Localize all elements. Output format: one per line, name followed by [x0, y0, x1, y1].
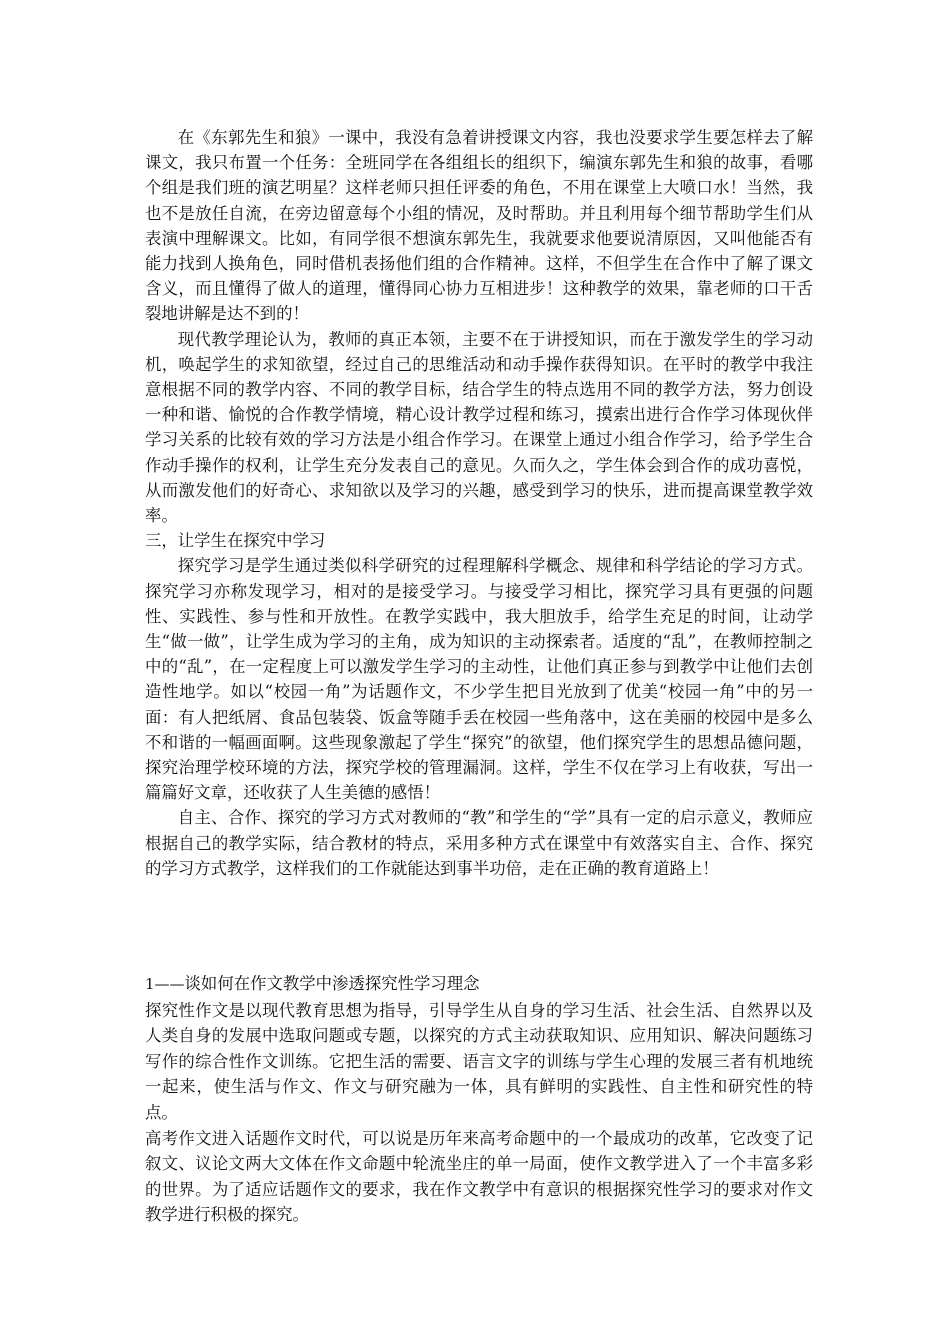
article-title [145, 971, 813, 998]
paragraph-conclusion: 自主、合作、探究的学习方式对教师的“教”和学生的“学”具有一定的启示意义，教师应根据自己的教学实际，结合教材的特点，采用多种方式在课堂中有效落实自主、合作、探究的学习方式教学，这样我们的工作就能达到事半功倍，走在正确的教育道路上！ [145, 808, 813, 878]
section-heading-inquiry: 三，让学生在探究中学习 [145, 531, 326, 551]
paragraph-inquiry-learning: 探究学习是学生通过类似科学研究的过程理解科学概念、规律和科学结论的学习方式。探究学习亦称发现学习，相对的是接受学习。与接受学习相比，探究学习具有更强的问题性、实践性、参与性和开放性。在教学实践中，我大胆放手，给学生充足的时间，让动学生“做一做”，让学生成为学习的主角，成为知识的主动探索者。适度的“乱”，在教师控制之中的“乱”，在一定程度上可以激发学生学习的主动性，让他们真正参与到教学中让他们去创造性地学。如以“校园一角”为话题作文，不少学生把目光放到了优美“校园一角”中的另一面：有人把纸屑、食品包装袋、饭盒等随手丢在校园一些角落中，这在美丽的校园中是多么不和谐的一幅画面啊。这些现象激起了学生“探究”的欲望，他们探究学生的思想品德问题，探究治理学校环境的方法，探究学校的管理漏洞。这样，学生不仅在学习上有收获，写出一篇篇好文章，还收获了人生美德的感悟！ [145, 556, 813, 803]
section-composition-inquiry [145, 971, 813, 1228]
section-teaching-methods [145, 125, 813, 881]
article-title-number: 1—— [145, 975, 185, 993]
paragraph-gaokao-composition: 高考作文进入话题作文时代，可以说是历年来高考命题中的一个最成功的改革，它改变了记叙文、议论文两大文体在作文命题中轮流坐庄的单一局面，使作文教学进入了一个丰富多彩的世界。为了适应话题作文的要求，我在作文教学中有意识的根据探究性学习的要求对作文教学进行积极的探究。 [145, 1128, 813, 1225]
paragraph-modern-theory: 现代教学理论认为，教师的真正本领，主要不在于讲授知识，而在于激发学生的学习动机，唤起学生的求知欲望，经过自己的思维活动和动手操作获得知识。在平时的教学中我注意根据不同的教学内容、不同的教学目标，结合学生的特点选用不同的教学方法，努力创设一种和谐、愉悦的合作教学情境，精心设计教学过程和练习，摸索出进行合作学习体现伙伴学习关系的比较有效的学习方法是小组合作学习。在课堂上通过小组合作学习，给予学生合作动手操作的权利，让学生充分发表自己的意见。久而久之，学生体会到合作的成功喜悦，从而激发他们的好奇心、求知欲以及学习的兴趣，感受到学习的快乐，进而提高课堂教学效率。 [145, 329, 813, 526]
paragraph-inquiry-composition: 探究性作文是以现代教育思想为指导，引导学生从自身的学习生活、社会生活、自然界以及人类自身的发展中选取问题或专题，以探究的方式主动获取知识、应用知识、解决问题练习写作的综合性作文训练。它把生活的需要、语言文字的训练与学生心理的发展三者有机地统一起来，使生活与作文、作文与研究融为一体，具有鲜明的实践性、自主性和研究性的特点。 [145, 1000, 813, 1122]
article-title-text: 谈如何在作文教学中渗透探究性学习理念 [184, 974, 480, 993]
paragraph-dongguo-lesson: 在《东郭先生和狼》一课中，我没有急着讲授课文内容，我也没要求学生要怎样去了解课文，我只布置一个任务：全班同学在各组组长的组织下，编演东郭先生和狼的故事，看哪个组是我们班的演艺明星？这样老师只担任评委的角色，不用在课堂上大喷口水！当然，我也不是放任自流，在旁边留意每个小组的情况，及时帮助。并且利用每个细节帮助学生们从表演中理解课文。比如，有同学很不想演东郭先生，我就要求他要说清原因，又叫他能否有能力找到人换角色，同时借机表扬他们组的合作精神。这样，不但学生在合作中了解了课文含义，而且懂得了做人的道理，懂得同心协力互相进步！这种教学的效果，靠老师的口干舌裂地讲解是达不到的！ [145, 128, 813, 324]
